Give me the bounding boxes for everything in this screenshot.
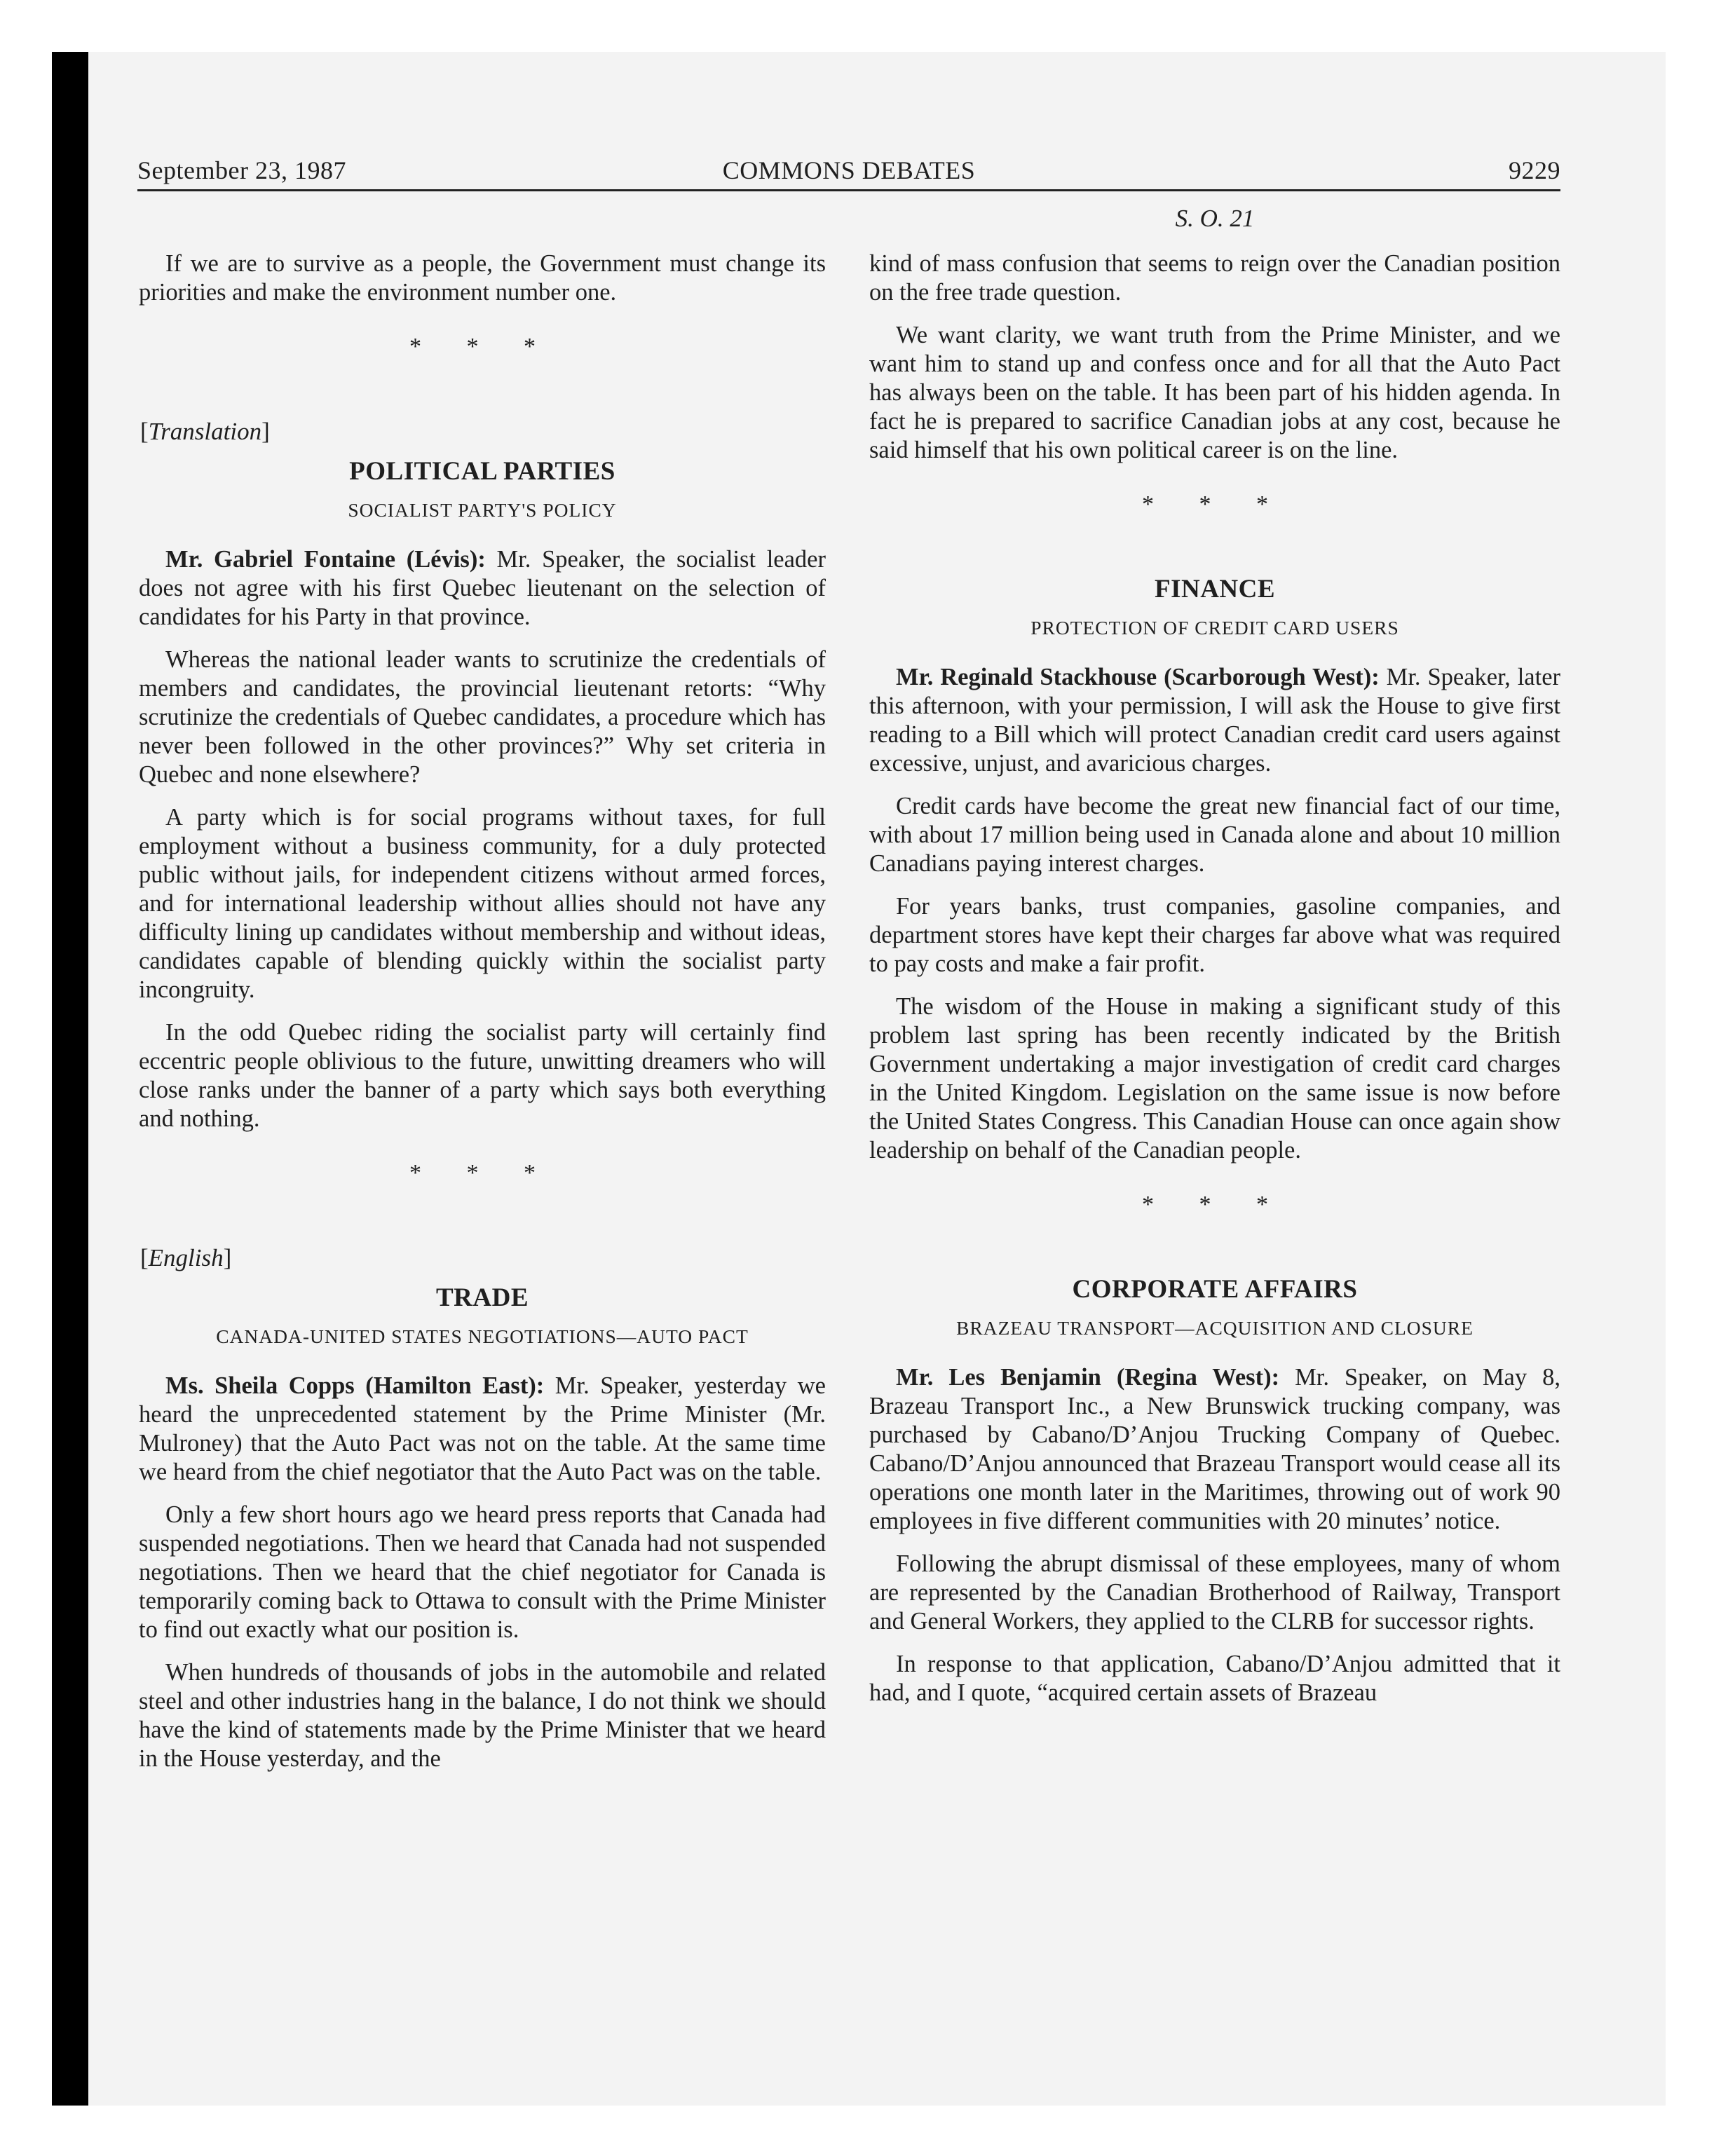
section-subheading: BRAZEAU TRANSPORT—ACQUISITION AND CLOSURE: [956, 1317, 1474, 1339]
header-page-number: 9229: [1509, 156, 1560, 184]
section-separator: * * *: [409, 1160, 555, 1186]
paragraph: In the odd Quebec riding the socialist party will certainly find eccentric people oblivious to the future, unwitting dreamers who will close ranks under the banner of a party which says both everything and nothing.: [139, 1019, 826, 1132]
language-tag: [English]: [140, 1244, 232, 1271]
paragraph: A party which is for social programs without taxes, for full employment without a business community, for a duly protected public without jails, for independent citizens without armed forces, and for international leadership without allies should not have any difficulty lining up candidates without membership and without ideas, candidates capable of blending quickly within the socialist party incongruity.: [139, 804, 826, 1003]
section-separator: * * *: [1142, 1192, 1288, 1217]
paragraph: Ms. Sheila Copps (Hamilton East): Mr. Speaker, yesterday we heard the unprecedented statement by the Prime Minister (Mr. Mulroney) that the Auto Pact was not on the table. At the same time we heard from the chief negotiator that the Auto Pact was on the table.: [139, 1372, 826, 1485]
section-heading: POLITICAL PARTIES: [349, 457, 615, 486]
header-date: September 23, 1987: [137, 156, 346, 184]
paragraph: Mr. Les Benjamin (Regina West): Mr. Speaker, on May 8, Brazeau Transport Inc., a New Brunswick trucking company, was purchased by Cabano/D’Anjou Trucking Company of Quebec. Cabano/D’Anjou announced that Brazeau Transport would cease all its operations one month later in the Maritimes, throwing out of work 90 employees in five different communities with 20 minutes’ notice.: [869, 1364, 1561, 1534]
paragraph: When hundreds of thousands of jobs in the automobile and related steel and other industries hang in the balance, I do not think we should have the kind of statements made by the Prime Minister that we heard in the House yesterday, and the: [139, 1659, 826, 1772]
standing-order-reference: S. O. 21: [1175, 205, 1255, 232]
paragraph: We want clarity, we want truth from the Prime Minister, and we want him to stand up and confess once and for all that the Auto Pact has always been on the table. It has been part of his hidden agenda. In fact he is prepared to sacrifice Canadian jobs at any cost, because he said himself that his own political career is on the line.: [869, 322, 1560, 463]
paragraph: Following the abrupt dismissal of these employees, many of whom are represented by the Canadian Brotherhood of Railway, Transport and General Workers, they applied to the CLRB for successor rights.: [869, 1550, 1560, 1635]
section-heading: CORPORATE AFFAIRS: [1072, 1275, 1358, 1304]
section-separator: * * *: [409, 334, 555, 360]
section-subheading: PROTECTION OF CREDIT CARD USERS: [1030, 617, 1399, 639]
page-header: [137, 153, 1560, 191]
paragraph: If we are to survive as a people, the Government must change its priorities and make the environment number one.: [139, 250, 826, 306]
left-column: [139, 250, 826, 1787]
section-heading: FINANCE: [1154, 575, 1276, 603]
paragraph: For years banks, trust companies, gasoline companies, and department stores have kept their charges far above what was required to pay costs and make a fair profit.: [869, 893, 1560, 977]
language-tag: [Translation]: [140, 418, 270, 445]
speaker-name: Mr. Gabriel Fontaine (Lévis):: [165, 546, 486, 573]
paragraph: kind of mass confusion that seems to reign over the Canadian position on the free trade question.: [869, 250, 1560, 306]
speaker-name: Mr. Les Benjamin (Regina West):: [896, 1364, 1280, 1391]
paragraph: Only a few short hours ago we heard press reports that Canada had suspended negotiations. Then we heard that Canada had not suspended negotiations. Then we heard that the chief negotiator for Canada is temporarily coming back to Ottawa to consult with the Prime Minister to find out exactly what our position is.: [139, 1501, 826, 1643]
header-title: COMMONS DEBATES: [722, 156, 976, 184]
section-subheading: CANADA-UNITED STATES NEGOTIATIONS—AUTO PACT: [216, 1325, 749, 1347]
speaker-name: Mr. Reginald Stackhouse (Scarborough West):: [896, 664, 1380, 690]
paragraph: Mr. Gabriel Fontaine (Lévis): Mr. Speaker, the socialist leader does not agree with his first Quebec lieutenant on the selection of candidates for his Party in that province.: [139, 546, 826, 630]
paragraph: In response to that application, Cabano/D’Anjou admitted that it had, and I quote, “acquired certain assets of Brazeau: [869, 1651, 1560, 1706]
paragraph: The wisdom of the House in making a significant study of this problem last spring has been recently indicated by the British Government undertaking a major investigation of credit card charges in the United Kingdom. Legislation on the same issue is now before the United States Congress. This Canadian House can once again show leadership on behalf of the Canadian people.: [869, 993, 1560, 1164]
paragraph: Whereas the national leader wants to scrutinize the credentials of members and candidates, the provincial lieutenant retorts: “Why scrutinize the credentials of Quebec candidates, a procedure which has never been followed in the other provinces?” Why set criteria in Quebec and none elsewhere?: [139, 646, 826, 788]
paragraph: Credit cards have become the great new financial fact of our time, with about 17 million being used in Canada alone and about 10 million Canadians paying interest charges.: [869, 793, 1560, 877]
right-column: [869, 250, 1560, 1721]
scan-edge: [52, 52, 88, 2106]
section-subheading: SOCIALIST PARTY'S POLICY: [348, 499, 617, 521]
section-heading: TRADE: [435, 1283, 529, 1312]
paragraph: Mr. Reginald Stackhouse (Scarborough West): Mr. Speaker, later this afternoon, with your permission, I will ask the House to give first reading to a Bill which will protect Canadian credit card users against excessive, unjust, and avaricious charges.: [869, 664, 1560, 777]
section-separator: * * *: [1142, 491, 1288, 517]
speaker-name: Ms. Sheila Copps (Hamilton East):: [165, 1372, 545, 1399]
